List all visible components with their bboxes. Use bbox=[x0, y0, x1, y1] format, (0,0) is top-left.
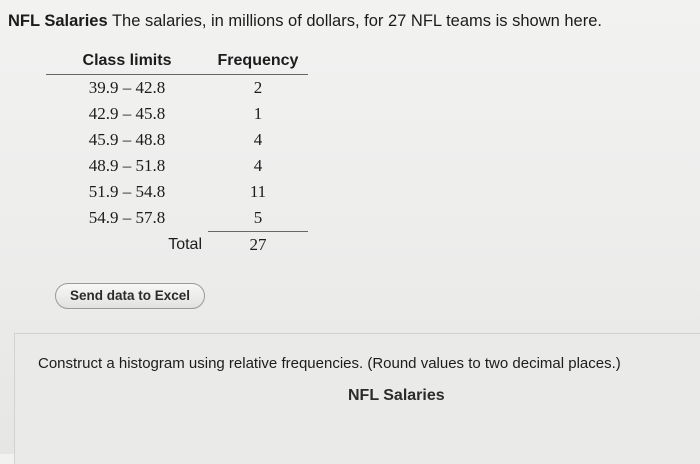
frequency-cell: 5 bbox=[208, 205, 308, 232]
class-limit-cell: 48.9 – 51.8 bbox=[88, 156, 166, 175]
header-frequency: Frequency bbox=[208, 50, 308, 75]
table-row bbox=[46, 205, 308, 232]
frequency-cell: 11 bbox=[249, 182, 267, 201]
send-to-excel-button[interactable]: Send data to Excel bbox=[55, 283, 205, 309]
frequency-cell: 1 bbox=[253, 104, 263, 123]
table-row bbox=[46, 75, 308, 102]
histogram-title: NFL Salaries bbox=[348, 387, 445, 404]
table-row bbox=[46, 179, 308, 205]
frequency-cell: 2 bbox=[253, 78, 263, 97]
class-limit-cell: 42.9 – 45.8 bbox=[88, 104, 166, 123]
problem-statement bbox=[8, 12, 602, 31]
header-class-limits: Class limits bbox=[46, 50, 208, 75]
table-row bbox=[46, 153, 308, 179]
table-row bbox=[46, 101, 308, 127]
total-row bbox=[46, 232, 308, 259]
task-instruction: Construct a histogram using relative frequencies. (Round values to two decimal places.) bbox=[38, 355, 621, 372]
total-value: 27 bbox=[249, 235, 267, 254]
frequency-cell: 4 bbox=[253, 156, 263, 175]
total-label: Total bbox=[168, 235, 202, 253]
table-row bbox=[46, 127, 308, 153]
problem-text: The salaries, in millions of dollars, for 27 NFL teams is shown here. bbox=[111, 12, 602, 30]
class-limit-cell: 39.9 – 42.8 bbox=[88, 78, 166, 97]
class-limit-cell: 54.9 – 57.8 bbox=[88, 208, 166, 228]
problem-title: NFL Salaries bbox=[8, 12, 108, 30]
class-limit-cell: 51.9 – 54.8 bbox=[88, 182, 166, 201]
class-limit-cell: 45.9 – 48.8 bbox=[88, 130, 166, 149]
frequency-cell: 4 bbox=[253, 130, 263, 149]
frequency-table bbox=[46, 50, 308, 258]
